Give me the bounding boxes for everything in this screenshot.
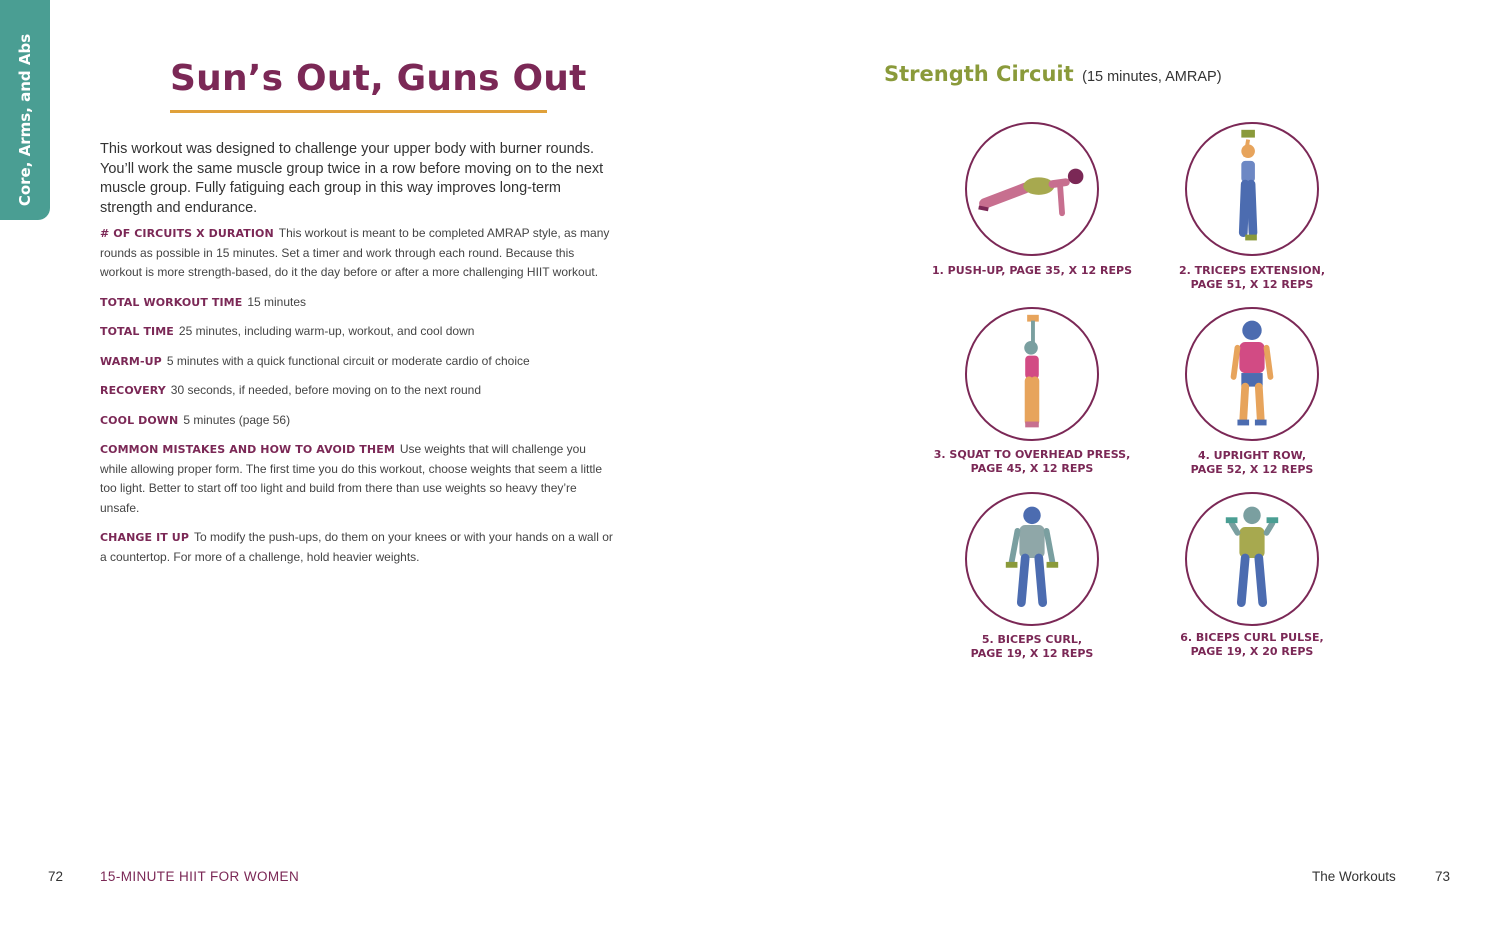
detail-common-mistakes: [100, 440, 615, 518]
detail-label: TOTAL TIME: [100, 325, 174, 338]
detail-text: 5 minutes with a quick functional circuit or moderate cardio of choice: [166, 353, 530, 368]
detail-text: 5 minutes (page 56): [183, 412, 291, 427]
triceps-extension-figure-icon: [1185, 122, 1319, 256]
detail-label: COOL DOWN: [100, 413, 179, 427]
left-page-number: 72: [48, 869, 64, 884]
side-tab-label: Core, Arms, and Abs: [16, 33, 34, 207]
detail-cool-down: [100, 411, 615, 431]
side-tab: [0, 0, 50, 220]
detail-recovery: [100, 381, 615, 401]
detail-circuits: [100, 224, 615, 283]
detail-label: TOTAL WORKOUT TIME: [100, 295, 243, 309]
detail-text: 30 seconds, if needed, before moving on to the next round: [170, 383, 481, 397]
detail-text: This workout is meant to be completed AMRAP style, as many rounds as possible in 15 minutes. Set a timer and work through each round. Because this workout is more strength-based, do it the day before or after a more challenging HIIT workout.: [100, 226, 610, 279]
detail-text: To modify the push-ups, do them on your knees or with your hands on a wall or a countertop. For more of a challenge, hold heavier weights.: [100, 530, 613, 564]
workout-details: [100, 224, 615, 577]
upright-row-figure-icon: [1185, 307, 1319, 441]
detail-change-it-up: [100, 528, 615, 567]
title-underline: [170, 110, 547, 113]
running-title: 15-MINUTE HIIT FOR WOMEN: [100, 869, 300, 884]
right-page-number: 73: [1435, 869, 1451, 884]
detail-label: COMMON MISTAKES AND HOW TO AVOID THEM: [100, 443, 395, 456]
intro-paragraph: This workout was designed to challenge your upper body with burner rounds. You’ll work the same muscle group twice in a row before moving on to the next muscle group. Fully fatiguing each group in this way improves long-term strength and endurance.: [100, 141, 604, 216]
exercise-caption: 2. TRICEPS EXTENSION, PAGE 51, X 12 REPS: [1178, 264, 1326, 291]
detail-warm-up: [100, 352, 615, 372]
exercise-caption: 1. PUSH-UP, PAGE 35, X 12 REPS: [931, 264, 1132, 277]
biceps-curl-pulse-figure-icon: [1185, 492, 1319, 626]
detail-label: WARM-UP: [100, 354, 162, 368]
detail-text: Use weights that will challenge you while allowing proper form. The first time you do this workout, choose weights that seem a little too light. Better to start off too light and build from there than use weights so heavy they’re unsafe.: [100, 442, 603, 515]
detail-label: CHANGE IT UP: [100, 531, 189, 544]
exercise-caption: 4. UPRIGHT ROW, PAGE 52, X 12 REPS: [1190, 449, 1314, 476]
detail-label: RECOVERY: [100, 384, 166, 397]
detail-text: 15 minutes: [247, 294, 307, 309]
detail-label: # OF CIRCUITS X DURATION: [100, 227, 274, 240]
circuit-title: Strength Circuit: [884, 62, 1074, 86]
circuit-note: (15 minutes, AMRAP): [1082, 69, 1222, 85]
detail-total-time: [100, 322, 615, 342]
exercise-caption: 6. BICEPS CURL PULSE, PAGE 19, X 20 REPS: [1180, 631, 1324, 658]
page-title: Sun’s Out, Guns Out: [170, 58, 587, 99]
biceps-curl-figure-icon: [965, 492, 1099, 626]
detail-total-workout-time: [100, 293, 615, 313]
section-name: The Workouts: [1312, 869, 1396, 884]
exercise-caption: 3. SQUAT TO OVERHEAD PRESS, PAGE 45, X 12 REPS: [933, 448, 1131, 475]
push-up-figure-icon: [965, 122, 1099, 256]
circuit-heading: [884, 62, 1222, 86]
detail-text: 25 minutes, including warm-up, workout, and cool down: [178, 324, 475, 338]
exercise-caption: 5. BICEPS CURL, PAGE 19, X 12 REPS: [970, 633, 1094, 660]
squat-press-figure-icon: [965, 307, 1099, 441]
